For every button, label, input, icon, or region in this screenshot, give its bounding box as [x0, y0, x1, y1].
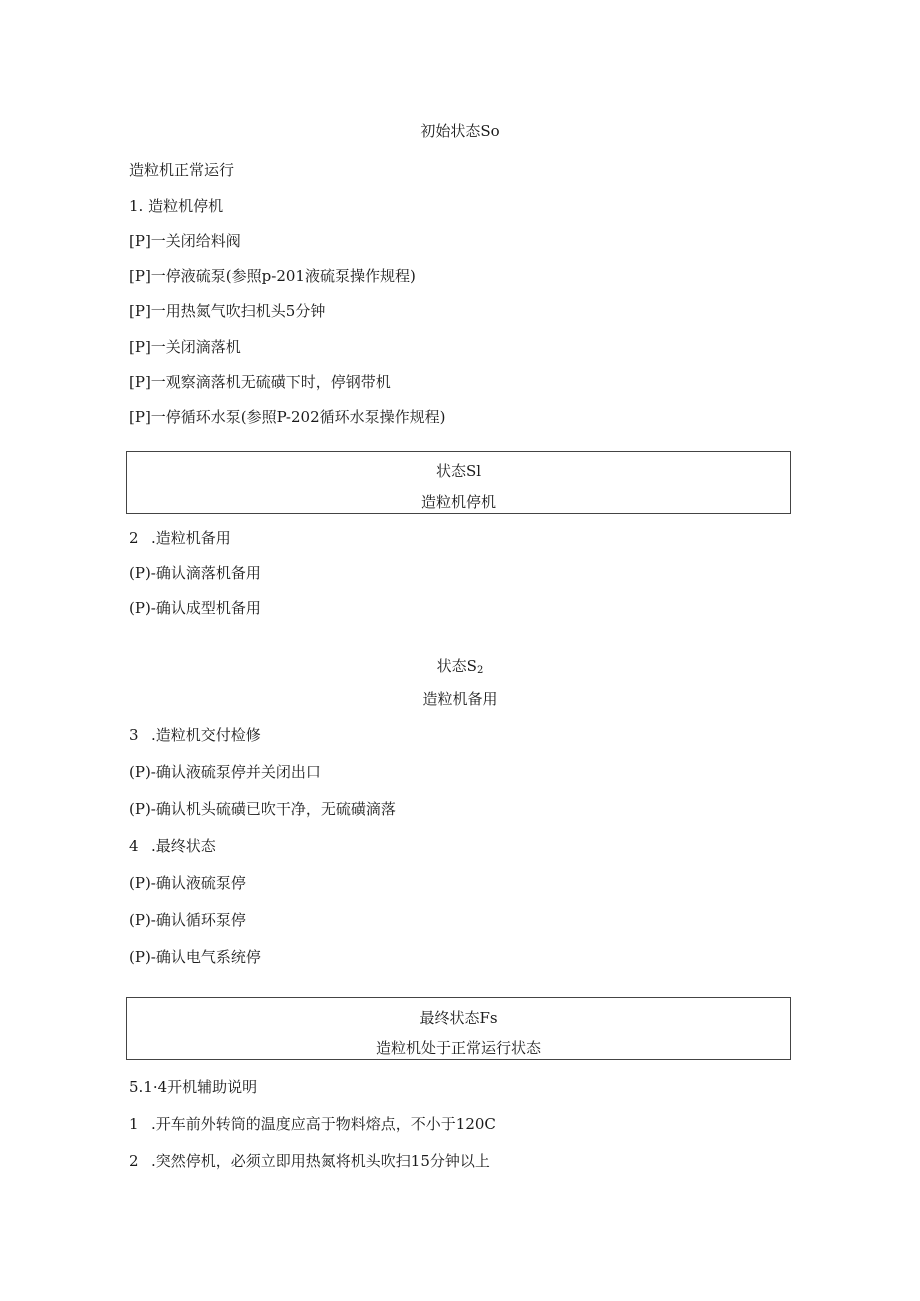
aux-note-number: 2	[129, 1152, 139, 1170]
section3-number: 3	[129, 726, 139, 744]
section4-number: 4	[129, 837, 139, 855]
state-s1-title: 状态Sl	[435, 462, 482, 480]
section3-step: (P)-确认液硫泵停并关闭出口	[129, 763, 321, 781]
initial-state-title: 初始状态So	[420, 122, 500, 140]
final-state-box	[126, 997, 791, 1060]
aux-note-text: .突然停机，必须立即用热氮将机头吹扫15分钟以上	[151, 1152, 490, 1170]
state-s2-desc: 造粒机备用	[422, 690, 498, 708]
aux-heading: 5.1·4开机辅助说明	[129, 1078, 258, 1096]
section3-heading	[129, 725, 261, 745]
section4-step: (P)-确认循环泵停	[129, 911, 246, 929]
aux-note-text: .开车前外转筒的温度应高于物料熔点，不小于120C	[151, 1115, 496, 1133]
state-s1-desc: 造粒机停机	[420, 493, 496, 511]
section1-heading: 1. 造粒机停机	[129, 197, 224, 215]
section4-step: (P)-确认液硫泵停	[129, 874, 246, 892]
section1-step: [P]一停循环水泵(参照P-202循环水泵操作规程)	[129, 408, 446, 426]
state-s2-title-text: 状态S	[436, 657, 477, 675]
section2-step: (P)-确认成型机备用	[129, 599, 261, 617]
section4-step: (P)-确认电气系统停	[129, 948, 261, 966]
section1-step: [P]一用热氮气吹扫机头5分钟	[129, 302, 326, 320]
aux-note	[129, 1114, 496, 1134]
section1-step: [P]一观察滴落机无硫磺下时，停钢带机	[129, 373, 391, 391]
section2-number: 2	[129, 529, 139, 547]
aux-note	[129, 1151, 490, 1171]
final-state-desc: 造粒机处于正常运行状态	[375, 1039, 541, 1057]
section3-step: (P)-确认机头硫磺已吹干净，无硫磺滴落	[129, 800, 396, 818]
section2-step: (P)-确认滴落机备用	[129, 564, 261, 582]
section4-title: .最终状态	[151, 837, 216, 855]
section3-title: .造粒机交付检修	[151, 726, 261, 744]
final-state-title: 最终状态Fs	[419, 1009, 498, 1027]
section1-step: [P]一关闭给料阀	[129, 232, 241, 250]
section4-heading	[129, 836, 216, 856]
section2-title: .造粒机备用	[151, 529, 231, 547]
section1-step: [P]一关闭滴落机	[129, 338, 241, 356]
state-s2-subscript: 2	[476, 665, 484, 676]
state-s1-box	[126, 451, 791, 514]
aux-note-number: 1	[129, 1115, 139, 1133]
state-s2-title	[0, 656, 920, 676]
initial-state-desc: 造粒机正常运行	[129, 161, 235, 179]
section2-heading	[129, 528, 231, 548]
section1-step: [P]一停液硫泵(参照p-201液硫泵操作规程)	[129, 267, 416, 285]
